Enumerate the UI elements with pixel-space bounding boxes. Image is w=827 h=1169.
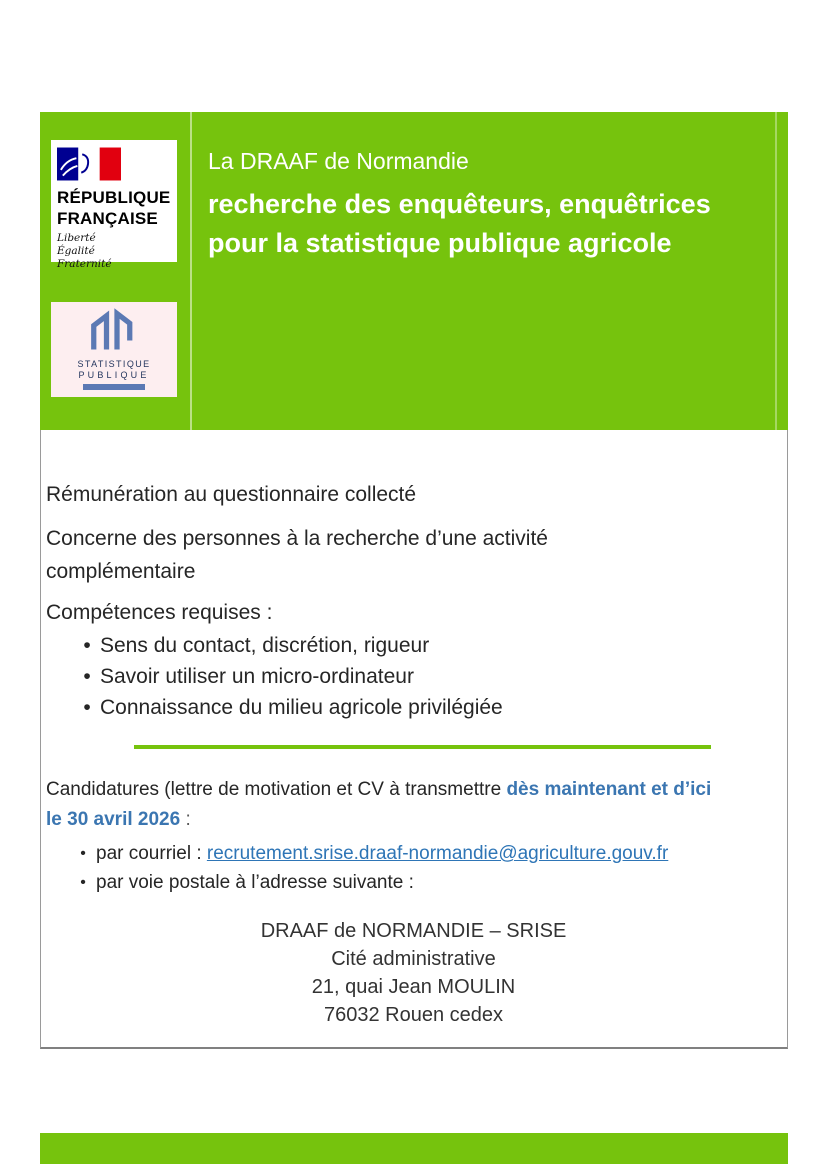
statistique-publique-logo: [51, 302, 177, 397]
bullet-icon: •: [80, 845, 86, 862]
address-line: 76032 Rouen cedex: [323, 1004, 504, 1026]
bullet-icon: •: [83, 696, 91, 719]
header-divider-right: [775, 112, 777, 430]
list-item: [74, 661, 781, 692]
recruitment-email-link[interactable]: recrutement.srise.draaf-normandie@agriculture.gouv.fr: [206, 843, 669, 864]
skill-text: Sens du contact, discrétion, rigueur: [100, 634, 430, 657]
skill-text: Connaissance du milieu agricole privilégiée: [100, 696, 503, 719]
bullet-icon: •: [83, 634, 91, 657]
header-title-line2: recherche des enquêteurs, enquêtrices: [208, 189, 711, 219]
content-box: [40, 430, 788, 1049]
list-item: [70, 868, 781, 897]
skills-list: [46, 630, 781, 723]
footer-green-bar: [40, 1133, 788, 1164]
bullet-icon: •: [80, 874, 86, 891]
postal-address-block: [46, 917, 781, 1029]
bullet-icon: •: [83, 665, 91, 688]
application-channels-list: [46, 839, 781, 897]
deadline-highlight-part2: le 30 avril 2026: [46, 809, 181, 830]
republique-francaise-logo: [51, 140, 177, 270]
channel-email-prefix: par courriel :: [96, 843, 207, 864]
statistique-publique-buildings-icon: [84, 340, 144, 357]
list-item: [74, 692, 781, 723]
header-banner: [40, 112, 788, 430]
paragraph-remuneration: Rémunération au questionnaire collecté: [46, 483, 417, 506]
rf-logo-line1: RÉPUBLIQUE: [57, 188, 171, 207]
candidatures-prefix: Candidatures (lettre de motivation et CV à transmettre: [46, 779, 507, 800]
address-line: Cité administrative: [331, 948, 496, 970]
sp-logo-bar: [83, 384, 145, 390]
sp-logo-line1: STATISTIQUE: [77, 359, 151, 369]
list-item: [74, 630, 781, 661]
address-line: 21, quai Jean MOULIN: [311, 976, 516, 998]
skill-text: Savoir utiliser un micro-ordinateur: [100, 665, 414, 688]
candidatures-suffix: :: [180, 809, 191, 830]
header-subtitle: La DRAAF de Normandie: [208, 148, 469, 174]
rf-motto-liberte: Liberté: [57, 232, 96, 244]
marianne-flag-icon: [57, 168, 121, 185]
paragraph-candidatures: [46, 775, 781, 835]
green-divider-line: [134, 745, 711, 749]
paragraph-competences: Compétences requises :: [46, 601, 273, 624]
channel-postal: par voie postale à l’adresse suivante :: [96, 872, 414, 893]
header-title-block: [208, 148, 762, 263]
header-divider-left: [190, 112, 192, 430]
rf-motto-egalite: Égalité: [57, 245, 95, 257]
address-line: DRAAF de NORMANDIE – SRISE: [260, 920, 567, 942]
deadline-highlight-part1: dès maintenant et d’ici: [506, 779, 712, 800]
rf-motto-fraternite: Fraternité: [57, 258, 112, 270]
list-item: [70, 839, 781, 868]
rf-logo-line2: FRANÇAISE: [57, 209, 158, 228]
paragraph-concerne: Concerne des personnes à la recherche d’une activité complémentaire: [46, 527, 548, 583]
channel-email: [96, 839, 668, 868]
header-title-line3: pour la statistique publique agricole: [208, 228, 672, 258]
sp-logo-line2: PUBLIQUE: [78, 370, 150, 380]
